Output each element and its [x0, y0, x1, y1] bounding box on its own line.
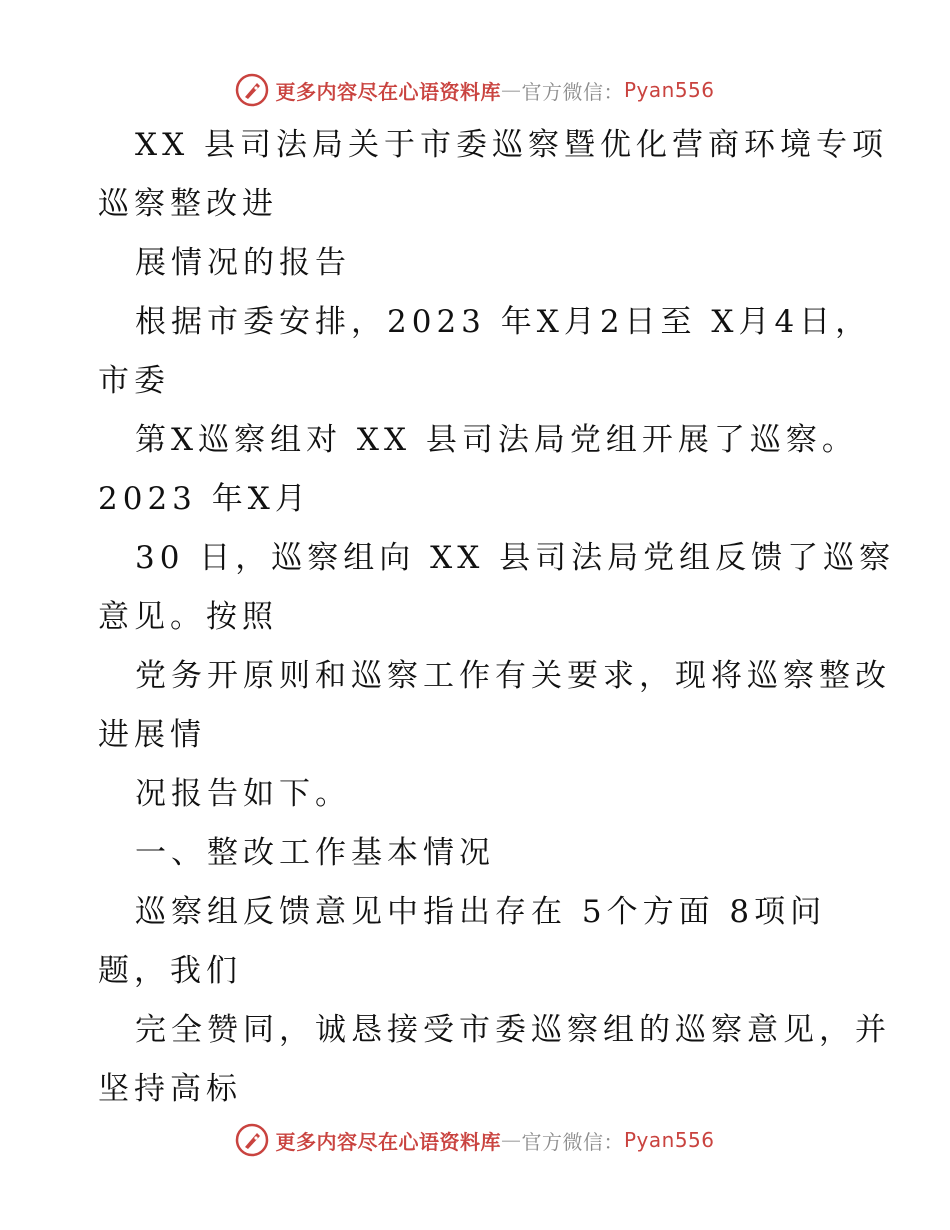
watermark-label: 官方微信： [521, 79, 624, 104]
document-line: 况报告如下。 [135, 776, 351, 812]
watermark-dash: — [500, 1128, 522, 1152]
document-line: 市委 [98, 363, 170, 399]
document-line: 意见。按照 [98, 599, 278, 635]
document-line: 展情况的报告 [135, 245, 351, 281]
watermark-id: Pyan556 [623, 1128, 715, 1152]
document-line: 根据市委安排，2023 年X月2日至 X月4日， [135, 304, 872, 340]
watermark-label: 官方微信： [521, 1129, 624, 1154]
document-line: 题，我们 [98, 953, 242, 989]
document-line: XX 县司法局关于市委巡察暨优化营商环境专项 [135, 127, 888, 163]
pen-nib-logo-icon [235, 73, 269, 107]
document-line: 巡察整改进 [98, 186, 278, 222]
watermark-text: 更多内容尽在心语资料库 [275, 1129, 501, 1154]
document-line: 完全赞同，诚恳接受市委巡察组的巡察意见，并 [135, 1012, 891, 1048]
document-line: 进展情 [98, 717, 206, 753]
document-line: 30 日，巡察组向 XX 县司法局党组反馈了巡察 [135, 540, 896, 576]
document-line: 坚持高标 [98, 1071, 242, 1107]
document-line: 2023 年X月 [98, 481, 311, 517]
watermark-dash: — [500, 78, 522, 102]
document-body [98, 116, 896, 1119]
watermark-text: 更多内容尽在心语资料库 [275, 79, 501, 104]
document-line: 党务开原则和巡察工作有关要求，现将巡察整改 [135, 658, 891, 694]
header-watermark [0, 70, 950, 110]
document-line: 第X巡察组对 XX 县司法局党组开展了巡察。 [135, 422, 858, 458]
document-line: 巡察组反馈意见中指出存在 5个方面 8项问 [135, 894, 827, 930]
watermark-id: Pyan556 [623, 78, 715, 102]
footer-watermark [0, 1120, 950, 1160]
document-line: 一、整改工作基本情况 [135, 835, 495, 871]
pen-nib-logo-icon [235, 1123, 269, 1157]
